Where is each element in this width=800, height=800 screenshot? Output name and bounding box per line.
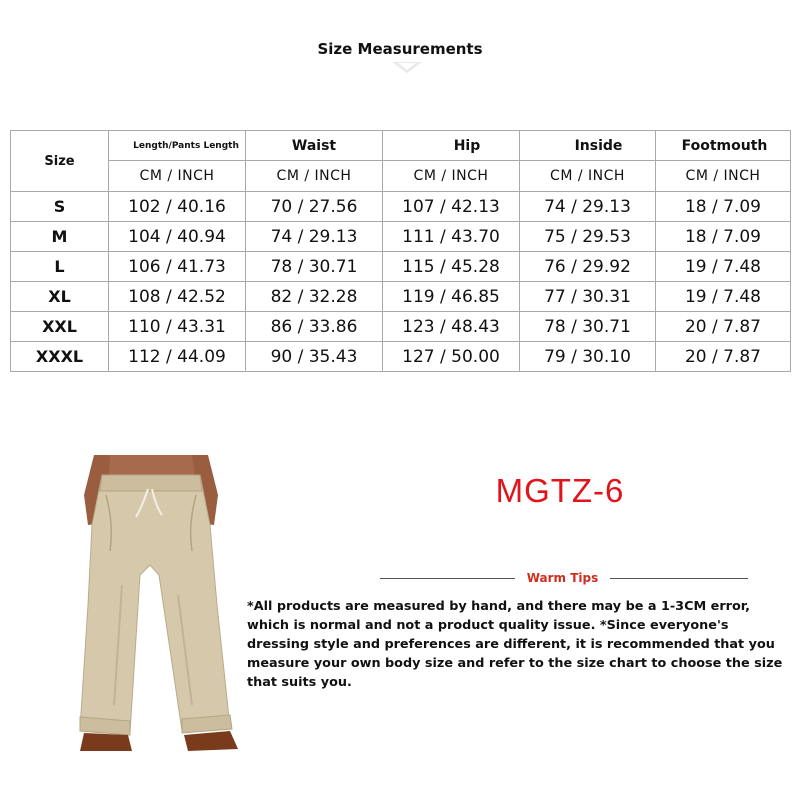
footmouth-cell: 20 / 7.87 <box>656 312 791 342</box>
length-cell: 102 / 40.16 <box>109 192 246 222</box>
table-row <box>11 312 791 342</box>
inside-cell: 78 / 30.71 <box>520 312 656 342</box>
product-code: MGTZ-6 <box>495 472 625 509</box>
unit-label: CM / INCH <box>520 161 656 192</box>
table-row <box>11 282 791 312</box>
header-row <box>11 131 791 161</box>
header-inside: Inside <box>520 131 656 161</box>
length-cell: 112 / 44.09 <box>109 342 246 372</box>
size-cell: M <box>11 222 109 252</box>
footmouth-cell: 19 / 7.48 <box>656 252 791 282</box>
warm-tips-text: *All products are measured by hand, and there may be a 1-3CM error, which is normal and not a product quality issue. *Since everyone's dressing style and preferences are different, it is recommended that you measure your own body size and refer to the size chart to choose the size that suits you. <box>247 599 783 690</box>
size-cell: S <box>11 192 109 222</box>
table-row <box>11 192 791 222</box>
table-row <box>11 252 791 282</box>
torso-skin <box>102 455 200 477</box>
divider <box>380 578 515 579</box>
header-waist: Waist <box>246 131 383 161</box>
hip-cell: 107 / 42.13 <box>383 192 520 222</box>
size-cell: XL <box>11 282 109 312</box>
inside-cell: 76 / 29.92 <box>520 252 656 282</box>
product-photo <box>32 455 267 755</box>
waist-cell: 74 / 29.13 <box>246 222 383 252</box>
hip-cell: 127 / 50.00 <box>383 342 520 372</box>
header-length: Length/Pants Length <box>109 131 246 161</box>
unit-label: CM / INCH <box>383 161 520 192</box>
footmouth-cell: 18 / 7.09 <box>656 192 791 222</box>
unit-row <box>11 161 791 192</box>
length-cell: 110 / 43.31 <box>109 312 246 342</box>
warm-tips-label: Warm Tips <box>526 571 599 585</box>
table-row <box>11 222 791 252</box>
header-footmouth: Footmouth <box>656 131 791 161</box>
hip-cell: 119 / 46.85 <box>383 282 520 312</box>
waist-cell: 90 / 35.43 <box>246 342 383 372</box>
length-cell: 104 / 40.94 <box>109 222 246 252</box>
page-title: Size Measurements <box>317 40 483 58</box>
size-cell: L <box>11 252 109 282</box>
header-hip: Hip <box>383 131 520 161</box>
size-cell: XXL <box>11 312 109 342</box>
size-cell: XXXL <box>11 342 109 372</box>
inside-cell: 74 / 29.13 <box>520 192 656 222</box>
waist-cell: 70 / 27.56 <box>246 192 383 222</box>
size-table <box>10 130 791 372</box>
footmouth-cell: 18 / 7.09 <box>656 222 791 252</box>
header-size: Size <box>11 131 109 192</box>
inside-cell: 77 / 30.31 <box>520 282 656 312</box>
hip-cell: 111 / 43.70 <box>383 222 520 252</box>
unit-label: CM / INCH <box>246 161 383 192</box>
unit-label: CM / INCH <box>109 161 246 192</box>
chevron-down-icon <box>392 62 422 73</box>
waistband <box>100 475 202 491</box>
length-cell: 108 / 42.52 <box>109 282 246 312</box>
waist-cell: 78 / 30.71 <box>246 252 383 282</box>
left-shoe <box>80 733 132 751</box>
waist-cell: 82 / 32.28 <box>246 282 383 312</box>
table-row <box>11 342 791 372</box>
inside-cell: 79 / 30.10 <box>520 342 656 372</box>
hip-cell: 115 / 45.28 <box>383 252 520 282</box>
unit-label: CM / INCH <box>656 161 791 192</box>
hip-cell: 123 / 48.43 <box>383 312 520 342</box>
footmouth-cell: 19 / 7.48 <box>656 282 791 312</box>
inside-cell: 75 / 29.53 <box>520 222 656 252</box>
footmouth-cell: 20 / 7.87 <box>656 342 791 372</box>
waist-cell: 86 / 33.86 <box>246 312 383 342</box>
length-cell: 106 / 41.73 <box>109 252 246 282</box>
divider <box>610 578 748 579</box>
